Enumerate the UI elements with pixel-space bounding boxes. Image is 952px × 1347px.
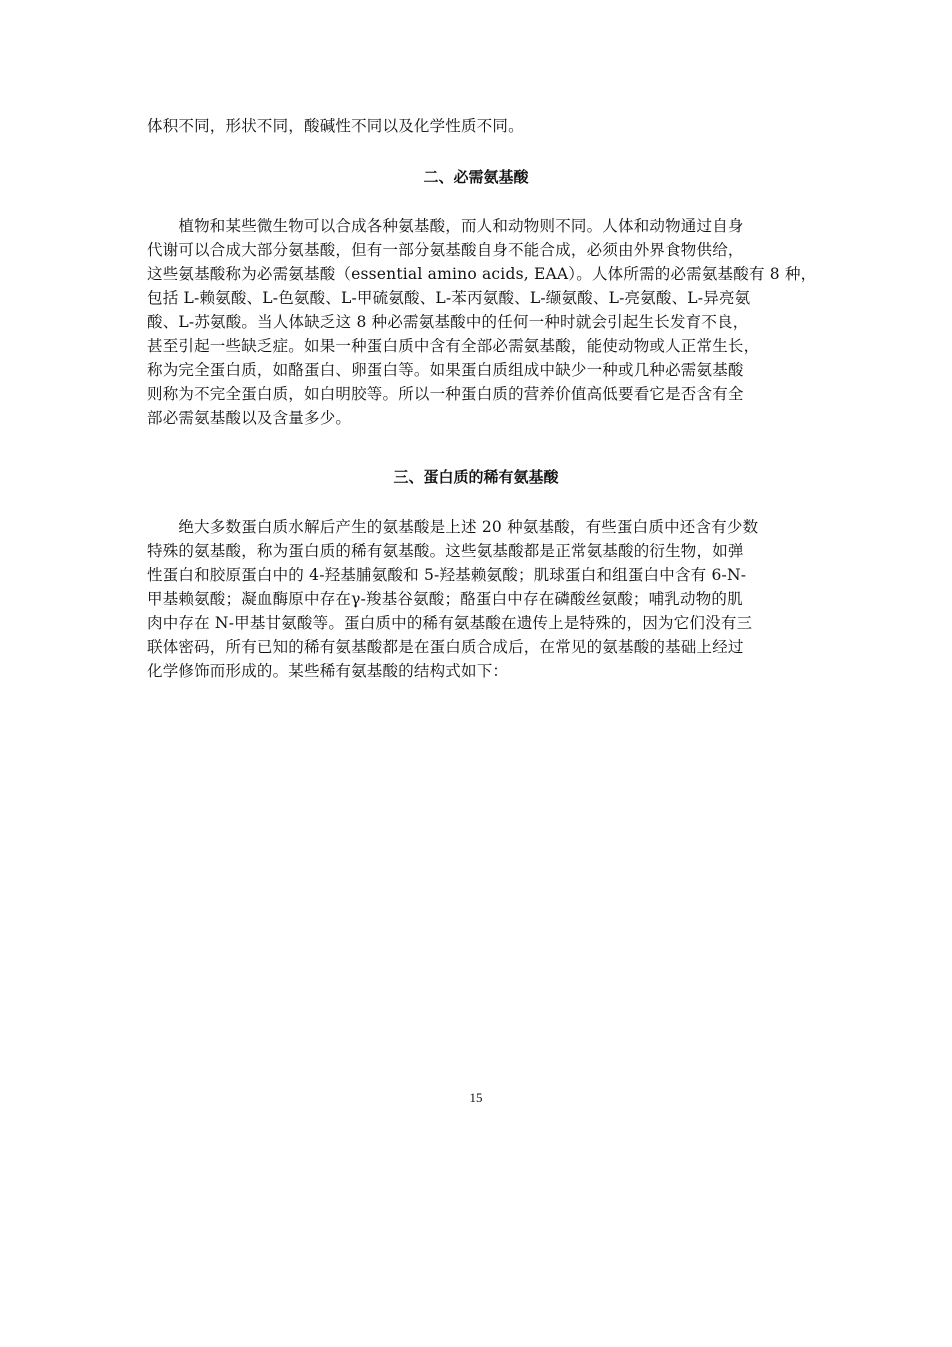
paragraph-line: 称为完全蛋白质，如酪蛋白、卵蛋白等。如果蛋白质组成中缺少一种或几种必需氨基酸 [147, 361, 744, 379]
paragraph-line: 植物和某些微生物可以合成各种氨基酸，而人和动物则不同。人体和动物通过自身 [147, 217, 744, 235]
paragraph-line: 酸、L-苏氨酸。当人体缺乏这 8 种必需氨基酸中的任何一种时就会引起生长发育不良， [147, 313, 749, 331]
paragraph-line: 特殊的氨基酸，称为蛋白质的稀有氨基酸。这些氨基酸都是正常氨基酸的衍生物，如弹 [147, 542, 744, 560]
paragraph-line: 化学修饰而形成的。某些稀有氨基酸的结构式如下： [147, 662, 509, 680]
paragraph-line: 这些氨基酸称为必需氨基酸（essential amino acids, EAA）。人体所需的必需氨基酸有 8 种， [147, 265, 817, 283]
paragraph-line: 联体密码，所有已知的稀有氨基酸都是在蛋白质合成后，在常见的氨基酸的基础上经过 [147, 638, 744, 656]
paragraph-line: 性蛋白和胶原蛋白中的 4-羟基脯氨酸和 5-羟基赖氨酸；肌球蛋白和组蛋白中含有 6-N- [147, 566, 747, 584]
paragraph-line: 甲基赖氨酸；凝血酶原中存在γ-羧基谷氨酸；酪蛋白中存在磷酸丝氨酸；哺乳动物的肌 [147, 590, 743, 608]
opening-line: 体积不同，形状不同，酸碱性不同以及化学性质不同。 [147, 117, 524, 135]
paragraph-line: 包括 L-赖氨酸、L-色氨酸、L-甲硫氨酸、L-苯丙氨酸、L-缬氨酸、L-亮氨酸、L-异亮氨 [147, 289, 751, 307]
paragraph-line: 代谢可以合成大部分氨基酸，但有一部分氨基酸自身不能合成，必须由外界食物供给， [147, 241, 744, 259]
paragraph-line: 绝大多数蛋白质水解后产生的氨基酸是上述 20 种氨基酸，有些蛋白质中还含有少数 [147, 518, 759, 536]
paragraph-line: 部必需氨基酸以及含量多少。 [147, 409, 352, 427]
paragraph-line: 甚至引起一些缺乏症。如果一种蛋白质中含有全部必需氨基酸，能使动物或人正常生长， [147, 337, 760, 355]
paragraph-line: 则称为不完全蛋白质，如白明胶等。所以一种蛋白质的营养价值高低要看它是否含有全 [147, 385, 744, 403]
section-heading-rare-amino-acids: 三、蛋白质的稀有氨基酸 [393, 468, 559, 486]
page-number: 15 [469, 1090, 483, 1105]
paragraph-line: 肉中存在 N-甲基甘氨酸等。蛋白质中的稀有氨基酸在遗传上是特殊的，因为它们没有三 [147, 614, 753, 632]
section-heading-essential-amino-acids: 二、必需氨基酸 [423, 168, 529, 186]
